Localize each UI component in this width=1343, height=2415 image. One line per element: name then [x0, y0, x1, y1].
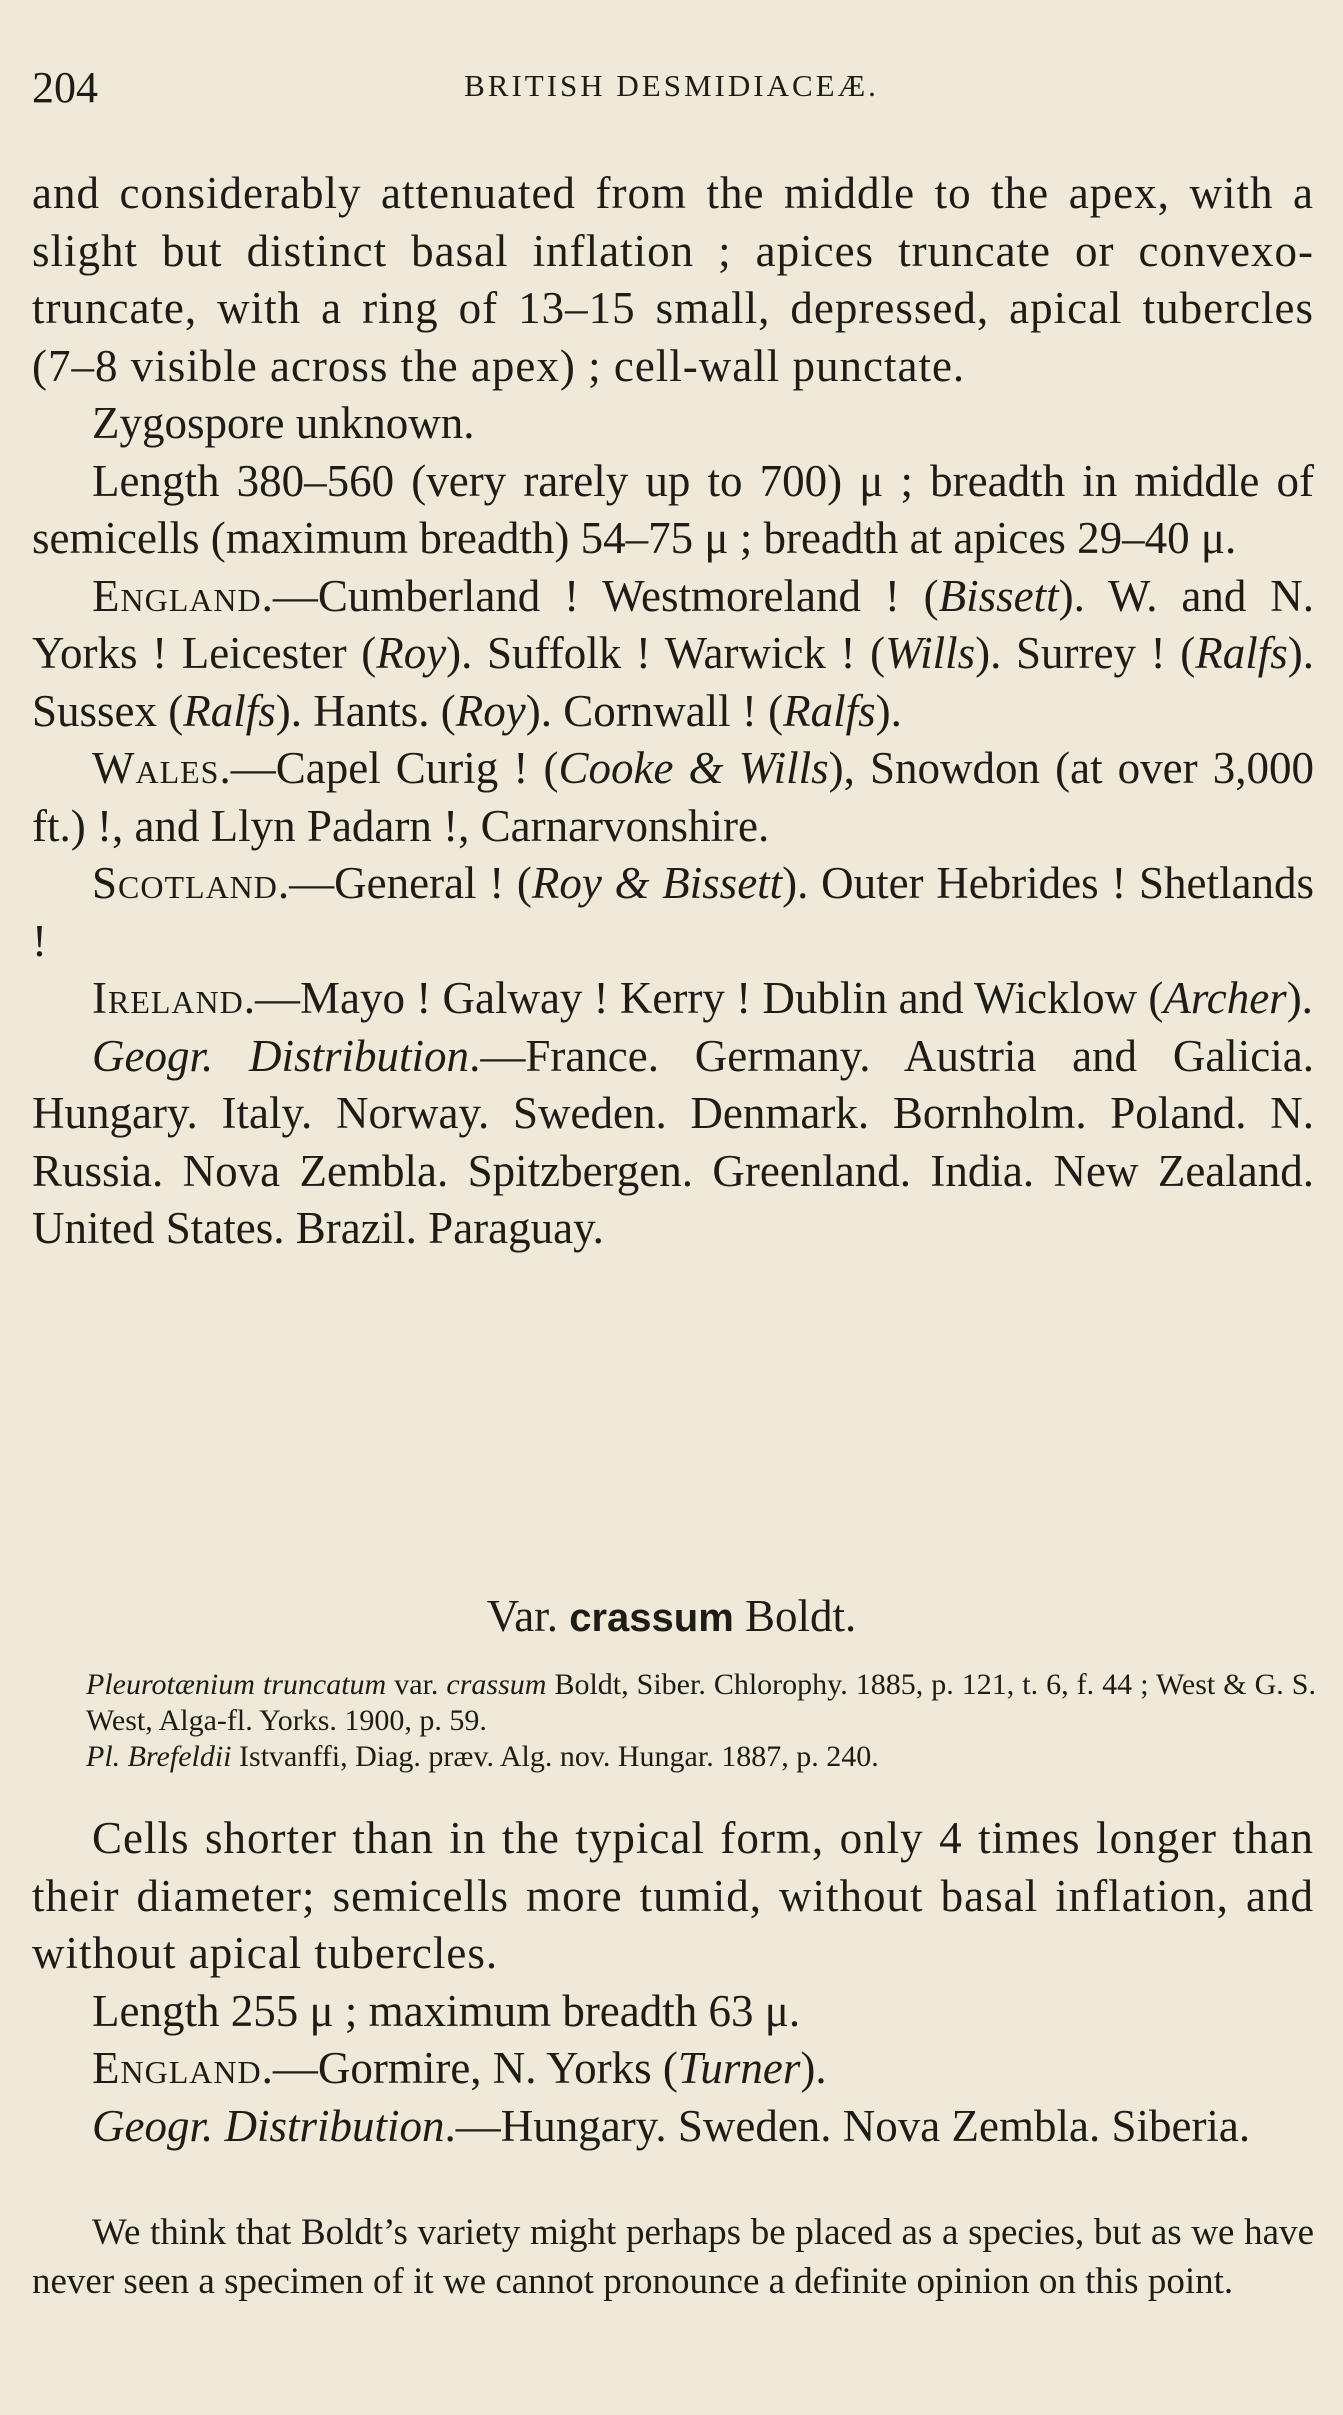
- variety-paragraph: Cells shorter than in the typical form, only 4 times longer than their diameter; semicells more tumid, without basal inflation, and without apical tubercles.: [32, 1813, 1314, 1978]
- scotland-localities: Scotland.—General ! (Roy & Bissett). Outer Hebrides ! Shetlands !: [32, 858, 1314, 966]
- note-paragraph: We think that Boldt’s variety might perhaps be placed as a species, but as we have never seen a specimen of it we cannot pronounce a definite opinion on this point.: [32, 2212, 1314, 2302]
- region-label: Scotland: [92, 858, 278, 908]
- collector: Ralfs: [183, 685, 276, 736]
- collector: Ralfs: [783, 685, 876, 736]
- dimensions-paragraph: Length 380–560 (very rarely up to 700) μ ; breadth in middle of semicells (maximum breadth) 54–75 μ ; breadth at apices 29–40 μ.: [32, 455, 1314, 563]
- species-description: [32, 165, 1314, 1258]
- collector: Bissett: [938, 570, 1059, 621]
- collector: Archer: [1163, 973, 1287, 1023]
- reference-line: Pleurotænium truncatum var. crassum Boldt, Siber. Chlorophy. 1885, p. 121, t. 6, f. 44 ; West & G. S. West, Alga-fl. Yorks. 1900, p. 59.: [86, 1668, 1316, 1737]
- collector: Roy: [376, 628, 447, 678]
- variety-dimensions: Length 255 μ ; maximum breadth 63 μ.: [92, 1985, 801, 2036]
- variety-distribution: Geogr. Distribution.—Hungary. Sweden. Nova Zembla. Siberia.: [92, 2100, 1251, 2151]
- region-label: England: [92, 570, 262, 621]
- region-label: England: [92, 2043, 262, 2093]
- distribution-label: Geogr. Distribution: [92, 1030, 470, 1081]
- region-label: Wales: [92, 743, 220, 793]
- reference-line: Pl. Brefeldii Istvanffi, Diag. præv. Alg. nov. Hungar. 1887, p. 240.: [86, 1740, 879, 1773]
- running-title: BRITISH DESMIDIACEÆ.: [464, 68, 879, 103]
- variety-england-localities: England.—Gormire, N. Yorks (Turner).: [92, 2043, 827, 2093]
- distribution-label: Geogr. Distribution: [92, 2100, 445, 2151]
- variety-heading: Var. crassum Boldt.: [486, 1591, 857, 1641]
- geographic-distribution: Geogr. Distribution.—France. Germany. Austria and Galicia. Hungary. Italy. Norway. Sweden. Denmark. Bornholm. Poland. N. Russia. Nova Zembla. Spitzbergen. Greenland. India. New Zealand. United States. Brazil. Paraguay.: [32, 1030, 1314, 1253]
- collector: Wills: [885, 628, 976, 678]
- collector: Roy: [455, 685, 526, 736]
- wales-localities: Wales.—Capel Curig ! (Cooke & Wills), Snowdon (at over 3,000 ft.) !, and Llyn Padarn !, Carnarvonshire.: [32, 743, 1314, 851]
- variety-description: [32, 1810, 1314, 2155]
- collector: Turner: [677, 2043, 801, 2093]
- region-label: Ireland: [92, 973, 244, 1023]
- england-localities: England.—Cumberland ! Westmoreland ! (Bissett). W. and N. Yorks ! Leicester (Roy). Suffolk ! Warwick ! (Wills). Surrey ! (Ralfs). Sussex (Ralfs). Hants. (Roy). Cornwall ! (Ralfs).: [32, 570, 1314, 736]
- synonymy-references: [86, 1667, 1316, 1775]
- running-head: [32, 62, 1311, 112]
- collector: Cooke & Wills: [558, 743, 829, 793]
- editorial-note: [32, 2208, 1314, 2306]
- page-number: 204: [32, 63, 98, 112]
- zygospore-paragraph: Zygospore unknown.: [92, 398, 475, 448]
- collector: Roy & Bissett: [531, 858, 783, 908]
- description-paragraph: and considerably attenuated from the middle to the apex, with a slight but distinct basal inflation ; apices truncate or convexo-truncate, with a ring of 13–15 small, depressed, apical tubercles (7–8 visible across the apex) ; cell-wall punctate.: [32, 168, 1314, 391]
- variety-name: crassum: [569, 1596, 734, 1640]
- ireland-localities: Ireland.—Mayo ! Galway ! Kerry ! Dublin and Wicklow (Archer).: [92, 973, 1313, 1023]
- collector: Ralfs: [1195, 628, 1288, 678]
